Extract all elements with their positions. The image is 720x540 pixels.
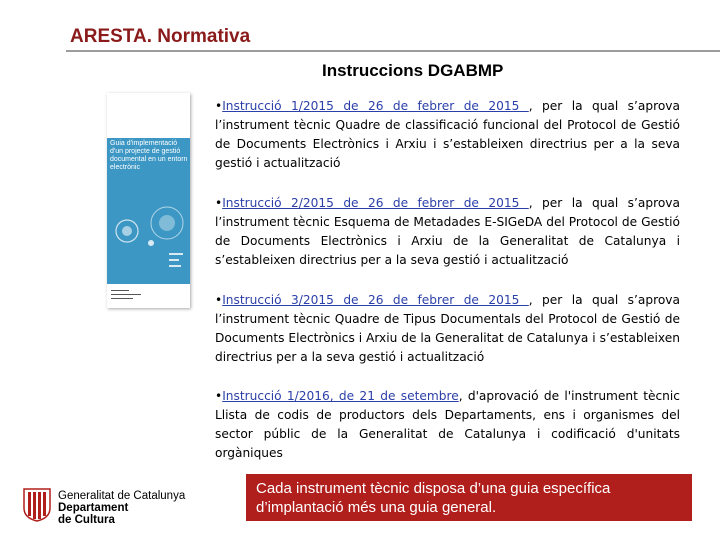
- bullet-icon: •: [215, 99, 223, 113]
- instruction-link[interactable]: Instrucció 2/2015 de 26 de febrer de 2015: [222, 196, 529, 210]
- logo-line-2: Departament: [58, 502, 129, 514]
- section-title: ARESTA. Normativa: [70, 26, 251, 47]
- callout-box: Cada instrument tècnic disposa d’una guia específica d’implantació més una guia general.: [246, 474, 692, 521]
- instruction-link[interactable]: Instrucció 3/2015 de 26 de febrer de 2015: [222, 293, 529, 307]
- instruction-link[interactable]: Instrucció 1/2016, de 21 de setembre: [222, 389, 459, 403]
- bullet-icon: •: [215, 196, 223, 210]
- cover-logo-mark: [111, 294, 141, 295]
- guide-cover-image: [107, 93, 190, 308]
- instruction-text: , per la qual s’aprova l’instrument tècnic Esquema de Metadades E-SIGeDA del Protocol de Gestió de Documents Electrònics i Arxiu de la Generalitat de Catalunya i s’estableixen directrius per a la seva gestió i actualització: [215, 196, 680, 267]
- cover-gear-graphic: [107, 93, 190, 308]
- generalitat-logo-icon: [23, 488, 51, 522]
- bullet-icon: •: [215, 389, 223, 403]
- cover-bottom-band: [107, 284, 190, 308]
- page-title: Instruccions DGABMP: [322, 61, 504, 80]
- cover-logo-mark: [111, 290, 129, 291]
- instruction-item: [215, 291, 680, 367]
- cover-title: Guia d'implementació d'un projecte de gestió documental en un entorn electrònic: [110, 140, 188, 171]
- instruction-item: [215, 387, 680, 463]
- logo-line-1: Generalitat de Catalunya: [58, 490, 186, 502]
- instruction-text: , d'aprovació de l'instrument tècnic Llista de codis de productors dels Departaments, ens i organismes del sector públic de la Generalitat de Catalunya i codificació d'unitats orgàniques: [215, 389, 680, 460]
- bullet-icon: •: [215, 293, 223, 307]
- header-divider: [66, 50, 720, 52]
- logo-line-3: de Cultura: [58, 514, 115, 526]
- instruction-link[interactable]: Instrucció 1/2015 de 26 de febrer de 2015: [222, 99, 529, 113]
- instruction-item: [215, 194, 680, 270]
- generalitat-logo-text: [58, 490, 185, 526]
- instruction-text: , per la qual s’aprova l’instrument tècnic Quadre de classificació funcional del Protocol de Gestió de Documents Electrònics i Arxiu i s’estableixen directrius per a la seva gestió i actualització: [215, 99, 680, 170]
- instruction-text: , per la qual s’aprova l’instrument tècnic Quadre de Tipus Documentals del Protocol de Gestió de Documents Electrònics i Arxiu de la Generalitat de Catalunya i s’estableixen directrius per a la seva gestió i actualització: [215, 293, 680, 364]
- instruction-item: [215, 97, 680, 173]
- cover-logo-mark: [111, 298, 133, 299]
